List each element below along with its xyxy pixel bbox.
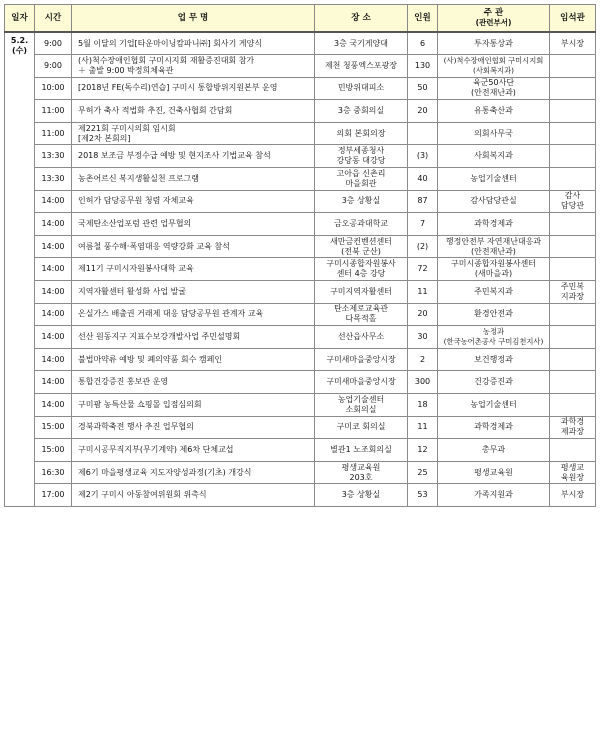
people-cell: 20 <box>408 303 438 326</box>
time-cell: 9:00 <box>35 55 72 78</box>
place-cell <box>315 77 408 100</box>
host-cell <box>438 32 550 55</box>
people-cell: 18 <box>408 394 438 417</box>
task-cell <box>72 168 315 191</box>
cell-line: 과학경제과 <box>474 422 513 432</box>
time-cell: 14:00 <box>35 281 72 304</box>
cell-line: 여름철 풍수해·폭염대응 역량강화 교육 참석 <box>78 241 230 251</box>
table-row <box>5 168 596 191</box>
cell-line: 지역자활센터 활성화 사업 발굴 <box>78 286 187 296</box>
cell-line: 금오공과대학교 <box>333 219 389 229</box>
time-cell: 11:00 <box>35 100 72 123</box>
task-cell <box>72 122 315 145</box>
attendee-cell <box>550 258 596 281</box>
place-cell <box>315 326 408 349</box>
host-cell <box>438 484 550 507</box>
people-cell: 12 <box>408 439 438 462</box>
table-row <box>5 416 596 439</box>
cell-line: 과학경제과 <box>474 219 513 229</box>
cell-line: (새마을과) <box>474 269 513 279</box>
cell-line: 지과장 <box>560 291 585 301</box>
cell-line: (전북 군산) <box>341 246 381 256</box>
place-cell <box>315 416 408 439</box>
cell-line: (수) <box>11 46 28 55</box>
cell-line: 제221회 구미시의회 임시회 <box>78 123 176 133</box>
people-cell: 300 <box>408 371 438 394</box>
people-cell: 72 <box>408 258 438 281</box>
cell-line: (사)척수장애인협회 구미시지회 재활증진대회 참가 <box>78 55 255 65</box>
people-cell: 40 <box>408 168 438 191</box>
header-host <box>438 5 550 33</box>
place-cell <box>315 394 408 417</box>
task-cell <box>72 55 315 78</box>
time-cell: 15:00 <box>35 416 72 439</box>
host-cell <box>438 281 550 304</box>
cell-line: 고아읍 신촌리 <box>336 168 386 178</box>
schedule-table <box>4 4 596 507</box>
table-row <box>5 190 596 213</box>
header-place: 장 소 <box>315 5 408 33</box>
people-cell: 7 <box>408 213 438 236</box>
time-cell: 9:00 <box>35 32 72 55</box>
place-cell <box>315 484 408 507</box>
task-cell <box>72 32 315 55</box>
time-cell: 10:00 <box>35 77 72 100</box>
cell-line: 농정과 <box>482 327 505 337</box>
cell-line: 마을회관 <box>345 178 377 188</box>
table-row <box>5 122 596 145</box>
cell-line: 제천 청풍엑스포광장 <box>324 60 398 70</box>
cell-line: 구미지역자활센터 <box>330 286 392 296</box>
cell-line: 환경안전과 <box>474 309 513 319</box>
cell-line: 2018 보조금 부정수급 예방 및 현지조사 기법교육 참석 <box>78 151 271 161</box>
cell-line: 농업기술센터 <box>337 394 385 404</box>
people-cell: 25 <box>408 461 438 484</box>
table-row <box>5 55 596 78</box>
cell-line: 불법마약류 예방 및 폐의약품 회수 캠페인 <box>78 354 223 364</box>
table-row <box>5 303 596 326</box>
header-people: 인원 <box>408 5 438 33</box>
time-cell: 15:00 <box>35 439 72 462</box>
table-row <box>5 461 596 484</box>
table-row <box>5 484 596 507</box>
cell-line: 선산 원동지구 지표수보강개발사업 주민설명회 <box>78 332 241 342</box>
task-cell <box>72 213 315 236</box>
task-cell <box>72 326 315 349</box>
cell-line: 구미코 회의실 <box>336 422 386 432</box>
header-time: 시간 <box>35 5 72 33</box>
host-cell <box>438 371 550 394</box>
attendee-cell <box>550 235 596 258</box>
task-cell <box>72 145 315 168</box>
cell-line: 새만금컨벤션센터 <box>330 236 392 246</box>
attendee-cell <box>550 326 596 349</box>
task-cell <box>72 439 315 462</box>
cell-line: 농촌어르신 복지생활실천 프로그램 <box>78 173 200 183</box>
time-cell: 14:00 <box>35 394 72 417</box>
place-cell <box>315 258 408 281</box>
attendee-cell <box>550 77 596 100</box>
time-cell: 13:30 <box>35 168 72 191</box>
cell-line: (한국농어촌공사 구미김천지사) <box>443 337 544 347</box>
host-cell <box>438 258 550 281</box>
cell-line: 3층 상황실 <box>341 196 381 206</box>
task-cell <box>72 281 315 304</box>
attendee-cell <box>550 281 596 304</box>
cell-line: 3층 상황실 <box>341 490 381 500</box>
cell-line: 사회복지과 <box>474 151 513 161</box>
attendee-cell <box>550 303 596 326</box>
attendee-cell <box>550 439 596 462</box>
people-cell: 2 <box>408 348 438 371</box>
task-cell <box>72 461 315 484</box>
cell-line: [2018년 FE(독수리)연습] 구미시 통합방위지원본부 운영 <box>78 83 278 93</box>
cell-line: 별관1 노조회의실 <box>330 444 392 454</box>
time-cell: 14:00 <box>35 303 72 326</box>
place-cell <box>315 235 408 258</box>
task-cell <box>72 484 315 507</box>
cell-line: 행정안전부 자연재난대응과 <box>445 236 542 246</box>
cell-line: 농업기술센터 <box>470 399 517 409</box>
people-cell: 50 <box>408 77 438 100</box>
cell-line: 제11기 구미시자원봉사대학 교육 <box>78 264 194 274</box>
people-cell <box>408 122 438 145</box>
cell-line: 5.2. <box>10 36 29 45</box>
cell-line: 감사 <box>564 191 581 201</box>
time-cell: 14:00 <box>35 371 72 394</box>
task-cell <box>72 100 315 123</box>
people-cell: (3) <box>408 145 438 168</box>
attendee-cell <box>550 461 596 484</box>
cell-line: 보건행정과 <box>474 354 513 364</box>
host-cell <box>438 213 550 236</box>
cell-line: 건강증진과 <box>474 377 513 387</box>
cell-line: (사)척수장애인협회 구미시지회 <box>443 55 544 65</box>
cell-line: 담당관 <box>560 201 585 211</box>
place-cell <box>315 303 408 326</box>
table-row <box>5 326 596 349</box>
place-cell <box>315 32 408 55</box>
host-cell <box>438 439 550 462</box>
task-cell <box>72 303 315 326</box>
cell-line: 감사담당관실 <box>470 196 517 206</box>
header-date: 일자 <box>5 5 35 33</box>
header-attendee: 임석관 <box>550 5 596 33</box>
host-cell <box>438 348 550 371</box>
attendee-cell <box>550 55 596 78</box>
cell-line: 총무과 <box>481 444 506 454</box>
table-row <box>5 32 596 55</box>
attendee-cell <box>550 100 596 123</box>
cell-line: 203호 <box>349 472 373 482</box>
cell-line: 다목적홀 <box>345 314 377 324</box>
cell-line: 부시장 <box>560 490 585 500</box>
cell-line: 정부세종청사 <box>337 146 385 156</box>
cell-line: [제2차 본회의] <box>78 133 131 143</box>
task-cell <box>72 235 315 258</box>
cell-line: 온실가스 배출권 거래제 대응 담당공무원 관계자 교육 <box>78 309 264 319</box>
time-cell: 11:00 <box>35 122 72 145</box>
cell-line: 가족지원과 <box>474 490 513 500</box>
task-cell <box>72 258 315 281</box>
attendee-cell <box>550 168 596 191</box>
attendee-cell <box>550 213 596 236</box>
people-cell: 30 <box>408 326 438 349</box>
cell-line: 의회사무국 <box>474 128 513 138</box>
attendee-cell <box>550 394 596 417</box>
time-cell: 14:00 <box>35 235 72 258</box>
task-cell <box>72 416 315 439</box>
table-row <box>5 348 596 371</box>
place-cell <box>315 281 408 304</box>
attendee-cell <box>550 348 596 371</box>
cell-line: 민방위대피소 <box>337 83 385 93</box>
time-cell: 14:00 <box>35 326 72 349</box>
table-row <box>5 213 596 236</box>
host-cell <box>438 416 550 439</box>
cell-line: 구미시종합자원봉사 <box>326 259 396 269</box>
cell-line: 경북과학축전 행사 추진 업무협의 <box>78 422 194 432</box>
people-cell: 87 <box>408 190 438 213</box>
host-cell <box>438 145 550 168</box>
cell-line: 3층 국기게양대 <box>333 38 388 48</box>
cell-line: 무허가 축사 적법화 추진, 건축사협회 간담회 <box>78 106 233 116</box>
place-cell <box>315 145 408 168</box>
attendee-cell <box>550 371 596 394</box>
host-cell <box>438 394 550 417</box>
place-cell <box>315 100 408 123</box>
people-cell: 11 <box>408 281 438 304</box>
header-host-label: 주 관 <box>483 8 504 18</box>
cell-line: 국제탄소산업포럼 관련 업무협의 <box>78 219 192 229</box>
table-row <box>5 371 596 394</box>
attendee-cell <box>550 122 596 145</box>
cell-line: 강당동 대강당 <box>336 156 386 166</box>
cell-line: 육군50사단 <box>472 78 515 88</box>
cell-line: 유통축산과 <box>474 106 513 116</box>
host-cell <box>438 190 550 213</box>
place-cell <box>315 55 408 78</box>
cell-line: 투자통상과 <box>474 38 513 48</box>
date-cell <box>5 32 35 506</box>
table-row <box>5 258 596 281</box>
cell-line: (안전재난과) <box>471 88 516 98</box>
cell-line: 부시장 <box>560 38 585 48</box>
time-cell: 17:00 <box>35 484 72 507</box>
cell-line: 농업기술센터 <box>470 173 517 183</box>
attendee-cell <box>550 145 596 168</box>
table-row <box>5 439 596 462</box>
place-cell <box>315 122 408 145</box>
host-cell <box>438 100 550 123</box>
people-cell: 53 <box>408 484 438 507</box>
place-cell <box>315 439 408 462</box>
host-cell <box>438 326 550 349</box>
place-cell <box>315 371 408 394</box>
attendee-cell <box>550 484 596 507</box>
cell-line: 구미새마을중앙시장 <box>326 377 396 387</box>
attendee-cell <box>550 190 596 213</box>
time-cell: 13:30 <box>35 145 72 168</box>
place-cell <box>315 213 408 236</box>
time-cell: 14:00 <box>35 258 72 281</box>
cell-line: (안전재난과) <box>471 246 516 256</box>
cell-line: 구미시종합자원봉사센터 <box>450 259 536 269</box>
place-cell <box>315 190 408 213</box>
cell-line: 주민복지과 <box>474 286 513 296</box>
header-host-sub: (관련부서) <box>475 18 512 27</box>
time-cell: 14:00 <box>35 213 72 236</box>
table-row <box>5 281 596 304</box>
time-cell: 14:00 <box>35 348 72 371</box>
cell-line: 육원장 <box>560 472 585 482</box>
header-task: 업 무 명 <box>72 5 315 33</box>
cell-line: 과학경 <box>560 417 585 427</box>
people-cell: 6 <box>408 32 438 55</box>
cell-line: (사회복지과) <box>473 65 514 75</box>
cell-line: 센터 4층 강당 <box>336 269 386 279</box>
cell-line: 소회의실 <box>345 404 377 414</box>
people-cell: 20 <box>408 100 438 123</box>
cell-line: 선산읍사무소 <box>337 332 385 342</box>
place-cell <box>315 461 408 484</box>
cell-line: 인허가 담당공무원 청렴 자체교육 <box>78 196 194 206</box>
attendee-cell <box>550 416 596 439</box>
cell-line: 제6기 마을평생교육 지도자양성과정(기초) 개강식 <box>78 467 252 477</box>
cell-line: 평생교 <box>560 462 585 472</box>
task-cell <box>72 77 315 100</box>
task-cell <box>72 371 315 394</box>
attendee-cell <box>550 32 596 55</box>
cell-line: ＋ 출발 9:00 박정희체육관 <box>78 65 174 75</box>
cell-line: 탄소제로교육관 <box>333 304 389 314</box>
cell-line: 통합건강증진 홍보관 운영 <box>78 377 169 387</box>
table-row <box>5 100 596 123</box>
place-cell <box>315 168 408 191</box>
task-cell <box>72 190 315 213</box>
host-cell <box>438 235 550 258</box>
place-cell <box>315 348 408 371</box>
table-row <box>5 394 596 417</box>
cell-line: 주민복 <box>560 281 585 291</box>
header-row <box>5 5 596 33</box>
host-cell <box>438 461 550 484</box>
table-row <box>5 77 596 100</box>
cell-line: 3층 중회의실 <box>337 106 385 116</box>
cell-line: 구미시공무직지부(무기계약) 제6차 단체교섭 <box>78 444 234 454</box>
time-cell: 16:30 <box>35 461 72 484</box>
host-cell <box>438 122 550 145</box>
schedule-body <box>5 32 596 506</box>
cell-line: 제2기 구미시 아동참여위원회 위촉식 <box>78 490 207 500</box>
cell-line: 구미새마을중앙시장 <box>326 354 396 364</box>
task-cell <box>72 394 315 417</box>
people-cell: 11 <box>408 416 438 439</box>
cell-line: 구미팜 농특산물 쇼핑몰 입점심의회 <box>78 399 202 409</box>
table-row <box>5 145 596 168</box>
host-cell <box>438 77 550 100</box>
cell-line: 평생교육원 <box>474 467 513 477</box>
host-cell <box>438 55 550 78</box>
people-cell: (2) <box>408 235 438 258</box>
cell-line: 평생교육원 <box>341 462 381 472</box>
host-cell <box>438 303 550 326</box>
cell-line: 의회 본회의장 <box>336 128 386 138</box>
cell-line: 제과장 <box>560 427 585 437</box>
table-row <box>5 235 596 258</box>
task-cell <box>72 348 315 371</box>
people-cell: 130 <box>408 55 438 78</box>
cell-line: 5월 이달의 기업[타운마이닝캄파니㈜] 회사기 게양식 <box>78 38 263 48</box>
host-cell <box>438 168 550 191</box>
time-cell: 14:00 <box>35 190 72 213</box>
